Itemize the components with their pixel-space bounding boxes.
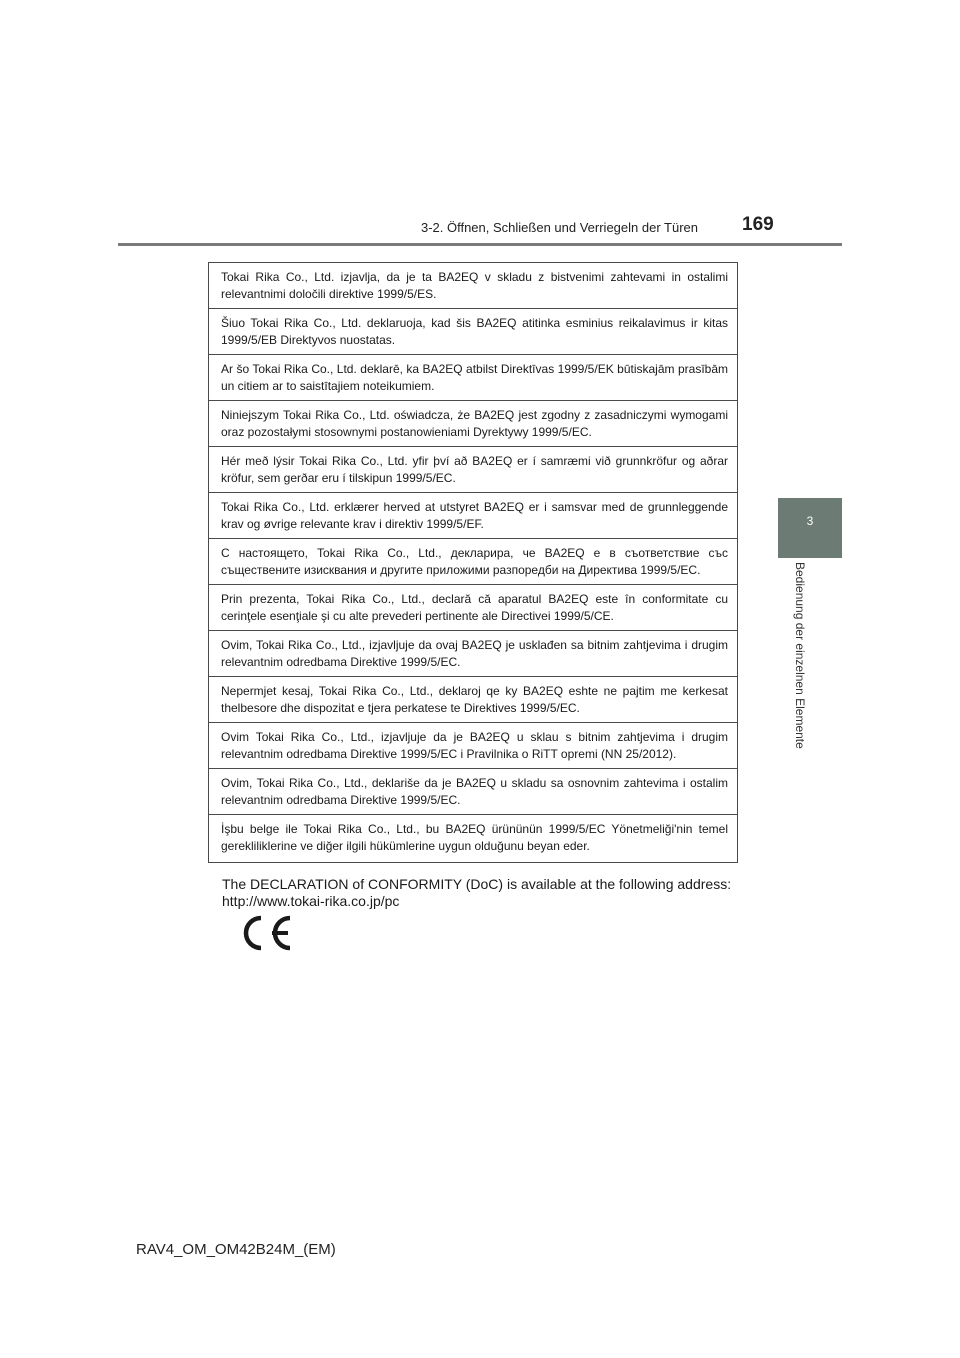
declaration-polish: Niniejszym Tokai Rika Co., Ltd. oświadcza, że BA2EQ jest zgodny z zasadniczymi wymogami oraz pozostałymi stosownymi postanowieniami Dyrektywy 1999/5/EC. xyxy=(209,401,737,447)
declaration-bosnian: Ovim, Tokai Rika Co., Ltd., izjavljuje da ovaj BA2EQ je usklađen sa bitnim zahtjevima i drugim relevantnim odredbama Direktive 1999/5/EC. xyxy=(209,631,737,677)
doc-url-link[interactable]: http://www.tokai-rika.co.jp/pc xyxy=(222,893,400,909)
declaration-albanian: Nepermjet kesaj, Tokai Rika Co., Ltd., deklaroj qe ky BA2EQ eshte ne pajtim me kerkesat thelbesore dhe dispozitat e tjera perkatese te Direktives 1999/5/EC. xyxy=(209,677,737,723)
header-divider xyxy=(118,243,842,246)
doc-notice-text: The DECLARATION of CONFORMITY (DoC) is available at the following address: xyxy=(222,876,732,892)
chapter-title: Bedienung der einzelnen Elemente xyxy=(793,562,807,749)
declaration-croatian: Ovim Tokai Rika Co., Ltd., izjavljuje da je BA2EQ u sklau s bitnim zahtjevima i drugim relevantnim odredbama Direktive 1999/5/EC i Pravilnika o RiTT opremi (NN 25/2012). xyxy=(209,723,737,769)
chapter-number: 3 xyxy=(806,514,814,528)
declaration-icelandic: Hér með lýsir Tokai Rika Co., Ltd. yfir því að BA2EQ er í samræmi við grunnkröfur og aðrar kröfur, sem gerðar eru í tilskipun 1999/5/EC. xyxy=(209,447,737,493)
doc-notice xyxy=(222,876,742,910)
ce-mark-c xyxy=(246,918,261,948)
declaration-bulgarian: С настоящето, Tokai Rika Co., Ltd., декларира, че BA2EQ е в съответствие със съществените изисквания и другите приложими разпоредби на Директива 1999/5/ЕС. xyxy=(209,539,737,585)
declaration-romanian: Prin prezenta, Tokai Rika Co., Ltd., declară că aparatul BA2EQ este în conformitate cu cerinţele esenţiale şi cu alte prevederi pertinente ale Directivei 1999/5/CE. xyxy=(209,585,737,631)
declaration-serbian: Ovim, Tokai Rika Co., Ltd., deklariše da je BA2EQ u skladu sa osnovnim zahtevima i ostalim relevantnim odredbama Direktive 1999/5/EC. xyxy=(209,769,737,815)
section-title: 3-2. Öffnen, Schließen und Verriegeln der Türen xyxy=(420,220,698,235)
declaration-norwegian: Tokai Rika Co., Ltd. erklærer herved at utstyret BA2EQ er i samsvar med de grunnleggende krav og øvrige relevante krav i direktiv 1999/5/EF. xyxy=(209,493,737,539)
declaration-latvian: Ar šo Tokai Rika Co., Ltd. deklarē, ka BA2EQ atbilst Direktīvas 1999/5/EK būtiskajām prasībām un citiem ar to saistītajiem noteikumiem. xyxy=(209,355,737,401)
manual-code: RAV4_OM_OM42B24M_(EM) xyxy=(136,1241,336,1258)
declaration-lithuanian: Šiuo Tokai Rika Co., Ltd. deklaruoja, kad šis BA2EQ atitinka esminius reikalavimus ir kitas 1999/5/EB Direktyvos nuostatas. xyxy=(209,309,737,355)
declaration-slovenian: Tokai Rika Co., Ltd. izjavlja, da je ta BA2EQ v skladu z bistvenimi zahtevami in ostalimi relevantnimi določili direktive 1999/5/ES. xyxy=(209,263,737,309)
declarations-table xyxy=(208,262,738,863)
ce-mark-icon xyxy=(238,913,294,953)
page-number: 169 xyxy=(742,214,774,235)
declaration-turkish: İşbu belge ile Tokai Rika Co., Ltd., bu BA2EQ ürününün 1999/5/EC Yönetmeliği'nin temel gerekliliklerine ve diğer ilgili hükümlerine uygun olduğunu beyan eder. xyxy=(209,815,737,863)
chapter-tab xyxy=(778,498,842,558)
